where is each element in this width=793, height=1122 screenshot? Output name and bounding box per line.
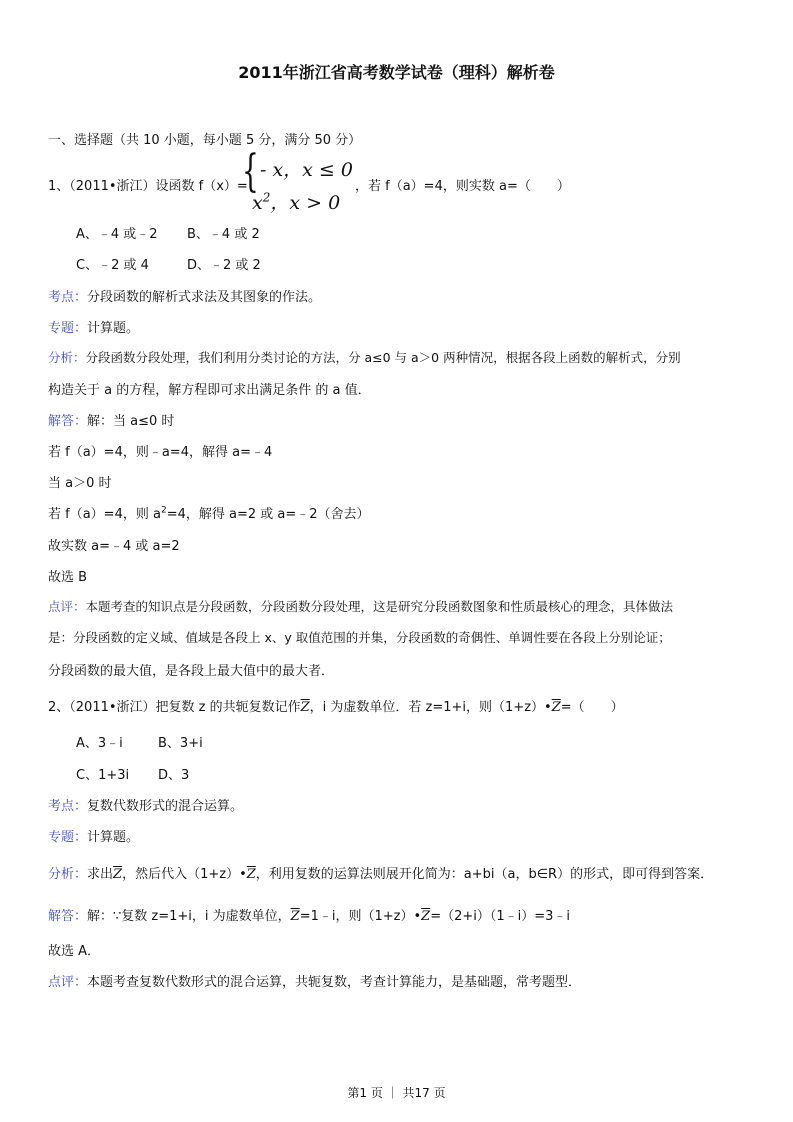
- page-footer: 第1 页 ｜ 共17 页: [347, 1086, 446, 1100]
- q2-fenxi: 分析：求出$\overline{Z}$，然后代入$(1+z)•\overline{Z}$，利用复数的运算法则展开化简为：a+bi（a，b∈R）的形式，即可得到答案．: [48, 867, 714, 882]
- q1-stem-prefix: 1、（2011•浙江）设函数 f（x）=: [48, 179, 248, 194]
- zbar-symbol: $\overline{Z}$: [246, 867, 256, 882]
- q2-dianping: 点评：本题考查复数代数形式的混合运算，共轭复数，考查计算能力，是基础题，常考题型．: [48, 975, 582, 990]
- q1-piece-2: $x^2$，x > 0: [252, 190, 341, 214]
- q1-kaodian: 考点：分段函数的解析式求法及其图象的作法。: [48, 290, 322, 305]
- q2-jieda-line2: 故选 A．: [48, 944, 101, 959]
- q1-jieda-line6: 故选 B: [48, 570, 88, 585]
- kaodian-label: 考点：: [48, 799, 88, 814]
- jieda-label: 解答：: [48, 414, 88, 429]
- q1-option-b: B、﹣4 或 2: [187, 227, 260, 242]
- zhuanti-label: 专题：: [48, 321, 88, 336]
- q1-dianping: 点评：本题考查的知识点是分段函数，分段函数分段处理，这是研究分段函数图象和性质最核心的理念，具体做法: [48, 599, 674, 614]
- q2-jieda: 解答：解：∵复数 z=1+i，i 为虚数单位，$\overline{Z}=1﹣i$，则$(1+z)•\overline{Z}=(2+i)(1﹣i)=3﹣i$: [48, 909, 571, 924]
- zbar-symbol: $\overline{Z}$: [300, 700, 310, 715]
- q2-kaodian: 考点：复数代数形式的混合运算。: [48, 799, 244, 814]
- q2-stem: 2、（2011•浙江）把复数 z 的共轭复数记作$\overline{Z}$，i 为虚数单位．若 z=1+i，则$(1+z)•\overline{Z}=$（ ）: [48, 700, 624, 715]
- zhuanti-label: 专题：: [48, 830, 88, 845]
- q1-jieda-line5: 故实数 a=﹣4 或 a=2: [48, 539, 180, 554]
- dianping-label: 点评：: [48, 975, 88, 990]
- q2-zhuanti: 专题：计算题。: [48, 830, 140, 845]
- q1-jieda: 解答：解：当 a≤0 时: [48, 414, 175, 429]
- q1-dianping-line2: 是：分段函数的定义域、值域是各段上 x、y 取值范围的并集，分段函数的奇偶性、单调性要在各段上分别论证；: [48, 630, 671, 645]
- q1-dianping-line3: 分段函数的最大值，是各段上最大值中的最大者．: [48, 664, 335, 679]
- fenxi-label: 分析：: [48, 350, 86, 365]
- section-heading: 一、选择题（共 10 小题，每小题 5 分，满分 50 分）: [48, 133, 362, 148]
- zbar-symbol: $\overline{Z}$: [113, 867, 123, 882]
- q1-jieda-line3: 当 a＞0 时: [48, 476, 112, 491]
- q1-stem-suffix: ，若 f（a）=4，则实数 a=（ ）: [355, 179, 570, 194]
- document-title: 2011年浙江省高考数学试卷（理科）解析卷: [238, 63, 555, 82]
- zbar-symbol: $\overline{Z}$: [551, 700, 561, 715]
- zbar-symbol: $\overline{Z}$: [290, 909, 300, 924]
- jieda-label: 解答：: [48, 909, 88, 924]
- q2-option-a: A、3﹣i: [76, 736, 123, 751]
- q1-jieda-line4: 若 f（a）=4，则 $a^2=4$，解得 a=2 或 a=﹣2（舍去）: [48, 505, 370, 522]
- q2-option-d: D、3: [158, 768, 190, 783]
- q1-fenxi-line2: 构造关于 a 的方程，解方程即可求出满足条件 的 a 值．: [48, 383, 371, 398]
- piecewise-brace: {: [242, 146, 259, 197]
- q1-option-c: C、﹣2 或 4: [76, 258, 149, 273]
- q1-option-a: A、﹣4 或﹣2: [76, 227, 158, 242]
- q2-option-b: B、3+i: [158, 736, 203, 751]
- dianping-label: 点评：: [48, 599, 86, 614]
- q1-jieda-line2: 若 f（a）=4，则﹣a=4，解得 a=﹣4: [48, 445, 273, 460]
- fenxi-label: 分析：: [48, 867, 88, 882]
- zbar-symbol: $\overline{Z}$: [421, 909, 431, 924]
- q1-option-d: D、﹣2 或 2: [187, 258, 261, 273]
- q2-option-c: C、1+3i: [76, 768, 130, 783]
- kaodian-label: 考点：: [48, 290, 88, 305]
- q1-fenxi: 分析：分段函数分段处理，我们利用分类讨论的方法，分 a≤0 与 a＞0 两种情况，根据各段上函数的解析式，分别: [48, 350, 681, 365]
- q1-piece-1: - x，x ≤ 0: [260, 159, 353, 181]
- q1-zhuanti: 专题：计算题。: [48, 321, 140, 336]
